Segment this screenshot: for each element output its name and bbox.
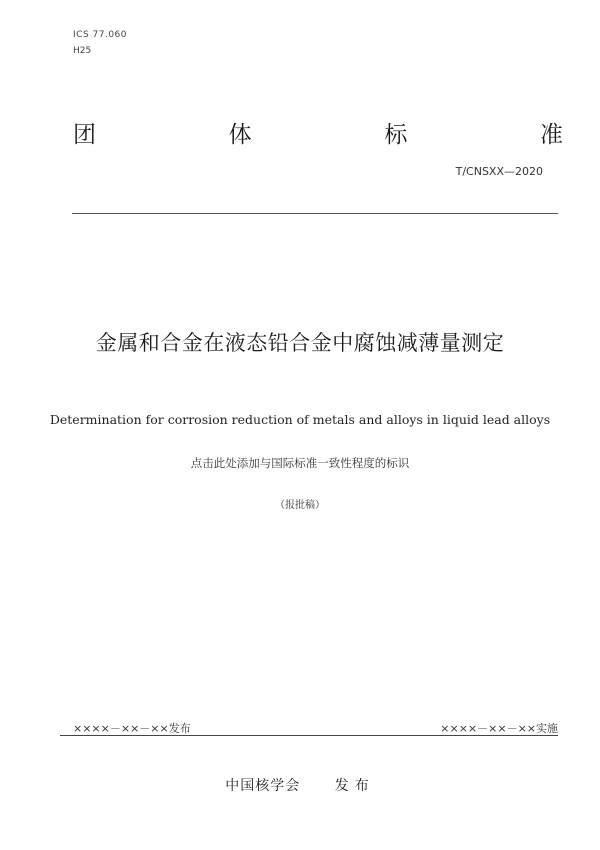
consistency-placeholder[interactable]: 点击此处添加与国际标准一致性程度的标识 xyxy=(190,456,410,470)
standard-type-char-3: 标 xyxy=(384,122,408,148)
standard-type-char-2: 体 xyxy=(228,122,252,148)
issuing-organization: 中国核学会 xyxy=(225,778,301,794)
header-divider xyxy=(72,213,558,214)
draft-status: （报批稿） xyxy=(275,500,325,511)
implement-date: ××××－××－××实施 xyxy=(440,722,558,735)
standard-number: T/CNSXX—2020 xyxy=(455,165,543,178)
issue-label: 发布 xyxy=(334,778,375,794)
issuer-line xyxy=(0,775,600,795)
footer-divider xyxy=(60,735,558,736)
publish-date: ××××－××－××发布 xyxy=(73,722,191,735)
document-title-english: Determination for corrosion reduction of metals and alloys in liquid lead alloys xyxy=(49,412,551,427)
standard-type-heading xyxy=(73,116,563,149)
standard-type-char-1: 团 xyxy=(73,122,96,148)
ics-code: ICS 77.060 xyxy=(73,30,128,40)
standard-type-char-4: 准 xyxy=(539,122,563,148)
ccs-code: H25 xyxy=(73,46,92,56)
document-title-chinese: 金属和合金在液态铅合金中腐蚀减薄量测定 xyxy=(95,331,505,355)
